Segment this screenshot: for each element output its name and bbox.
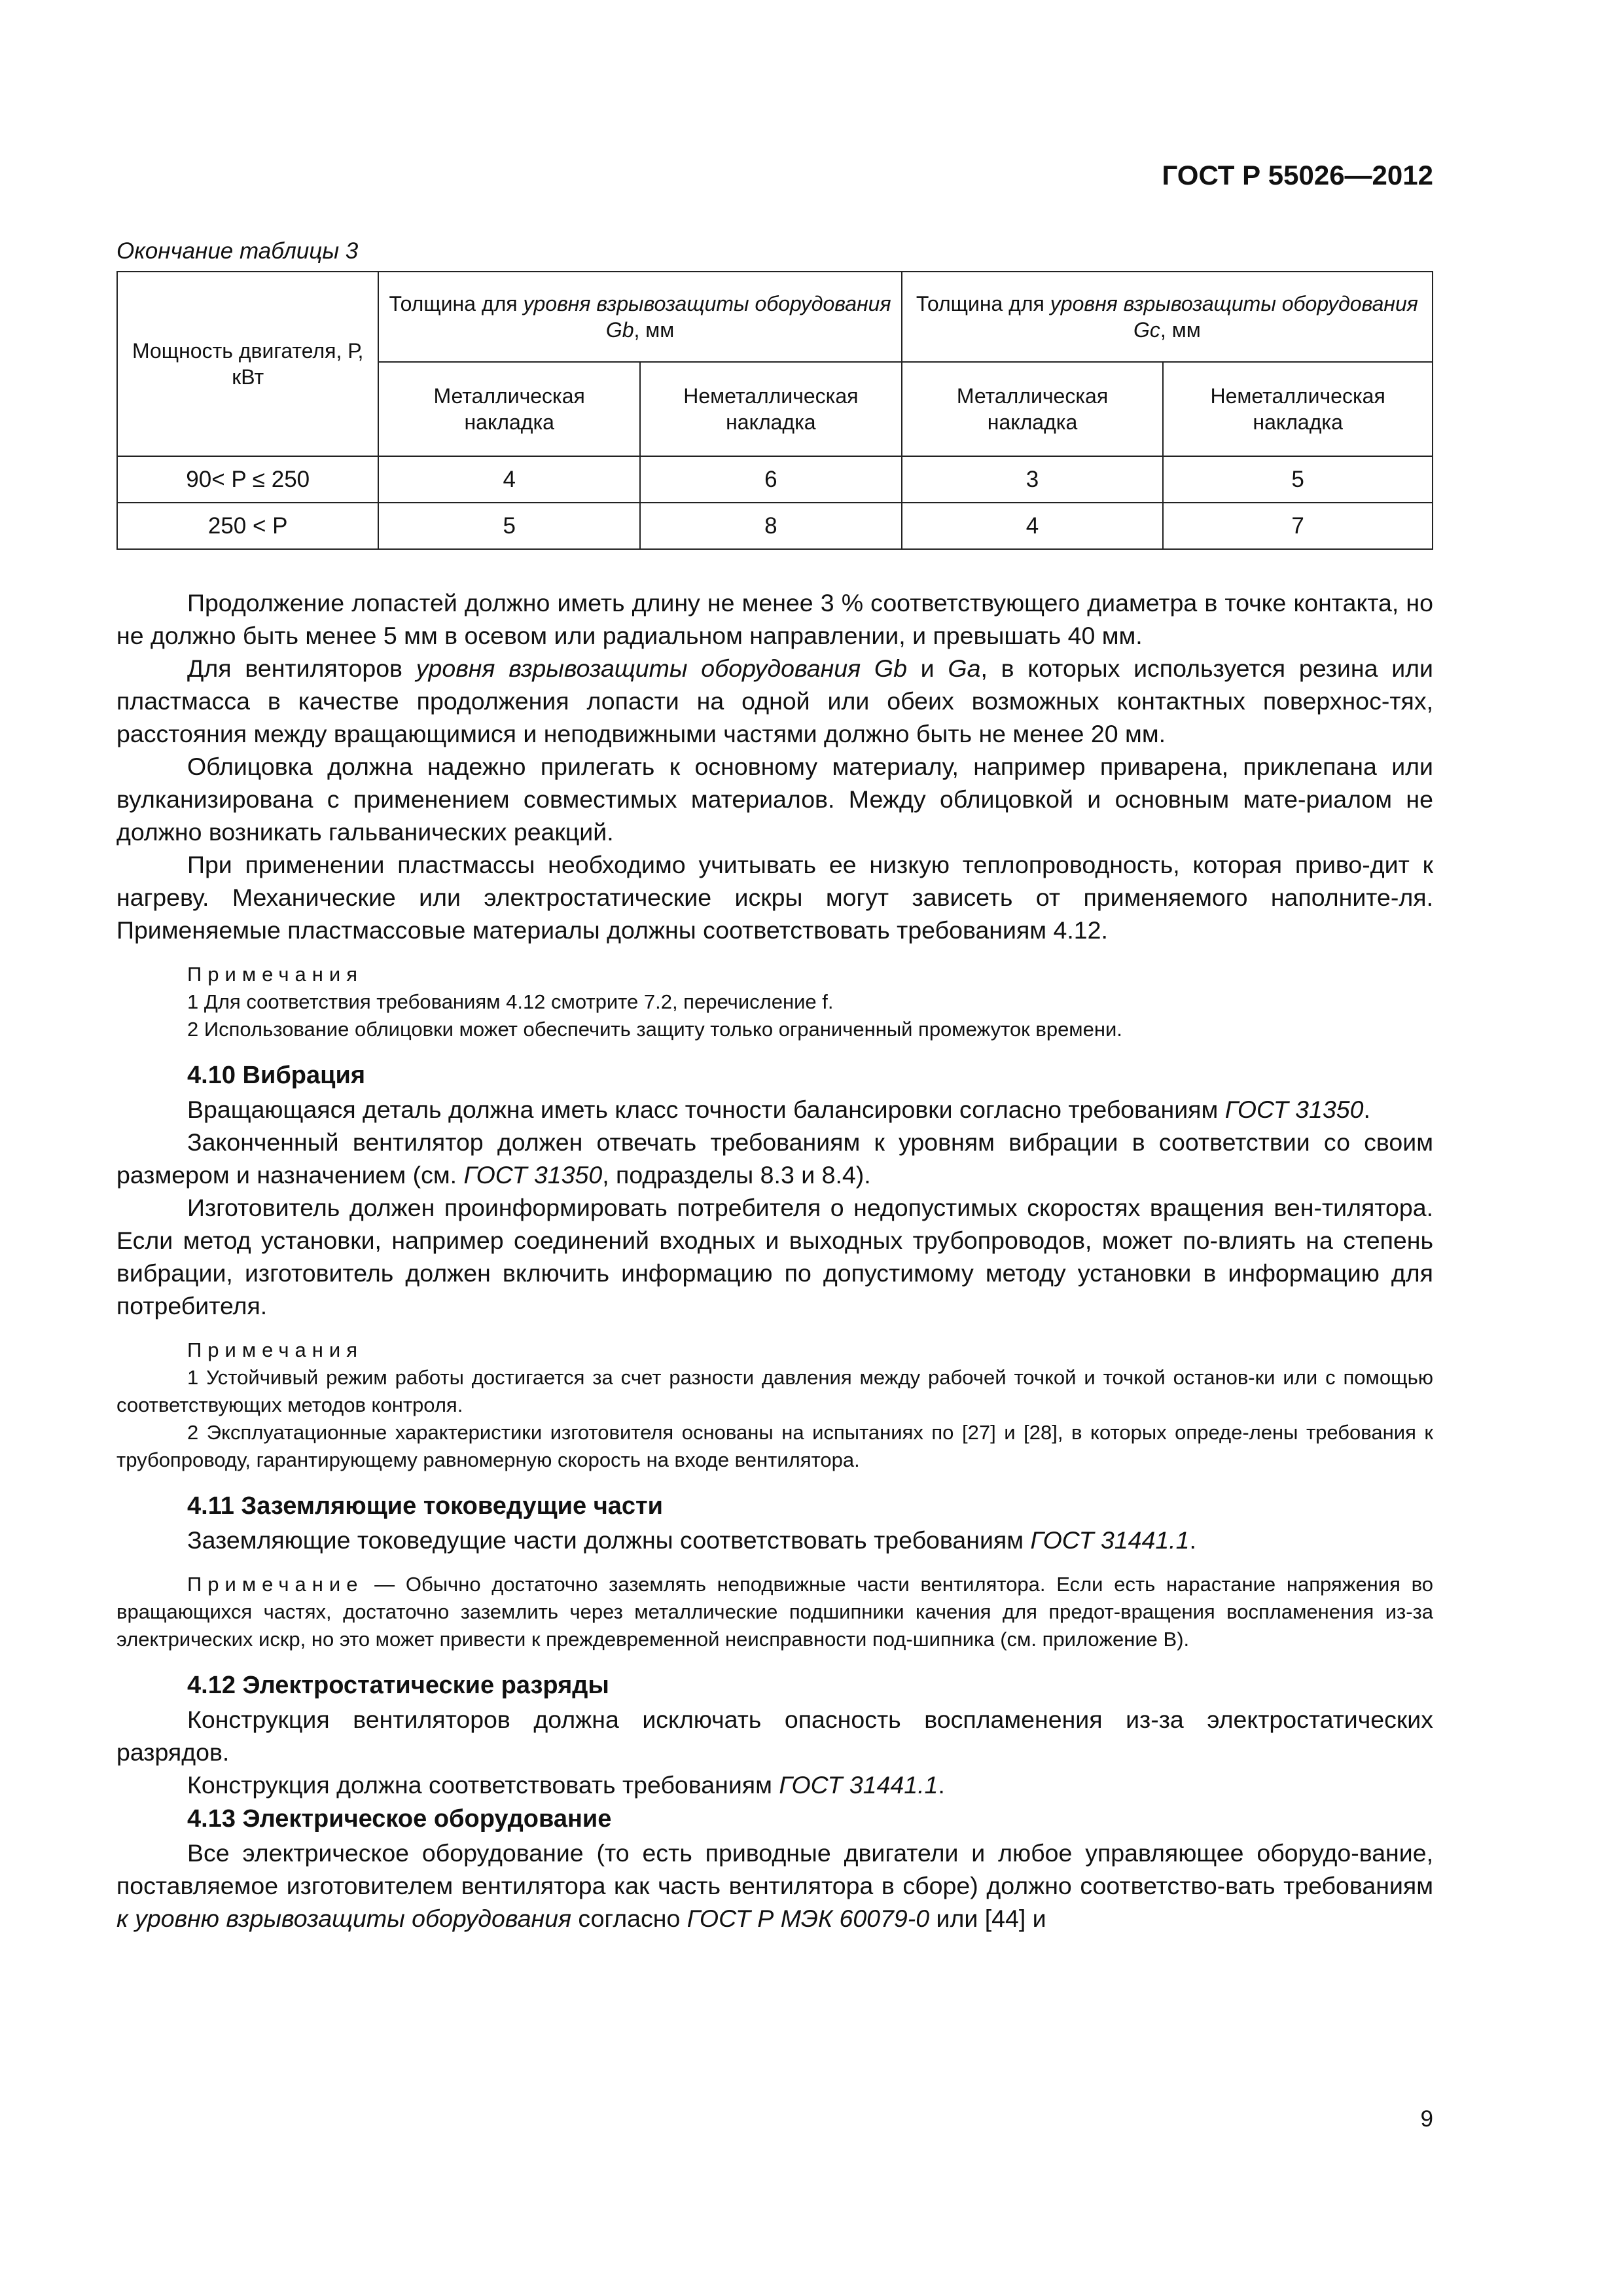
header-gb-group: Толщина для уровня взрывозащиты оборудования Gb, мм <box>378 272 901 362</box>
paragraph: Заземляющие токоведущие части должны соответствовать требованиям ГОСТ 31441.1. <box>187 1526 1196 1554</box>
paragraph: При применении пластмассы необходимо учитывать ее низкую теплопроводность, которая приво-дит к нагреву. Механические или электростатические искры могут зависеть от применяемого наполните-ля. Применяемые пластмассовые материалы должны соответствовать требованиям 4.12. <box>116 851 1433 944</box>
paragraph: Все электрическое оборудование (то есть приводные двигатели и любое управляющее оборудо-вание, поставляемое изготовителем вентилятора как часть вентилятора в сборе) должно соответство-вать требованиям к уровню взрывозащиты оборудования согласно ГОСТ Р МЭК 60079-0 или [44] и <box>116 1839 1433 1932</box>
section-title: 4.11 Заземляющие токоведущие части <box>187 1492 664 1520</box>
subheader-gb-nonmetal: Неметаллическая накладка <box>640 362 902 456</box>
subheader-gb-metal: Металлическая накладка <box>378 362 640 456</box>
note-item: 1 Для соответствия требованиям 4.12 смотрите 7.2, перечисление f. <box>187 990 834 1013</box>
subheader-gc-nonmetal: Неметаллическая накладка <box>1163 362 1433 456</box>
notes-heading: Примечания <box>187 963 363 986</box>
paragraph: Облицовка должна надежно прилегать к основному материалу, например приварена, приклепана или вулканизирована с применением совместимых материалов. Между облицовкой и основным мате-риалом не должно возникать гальванических реакций. <box>116 753 1433 846</box>
table-row <box>117 456 1433 503</box>
note-item: 1 Устойчивый режим работы достигается за счет разности давления между рабочей точкой и точкой останов-ки или с помощью соответствующих методов контроля. <box>116 1366 1433 1416</box>
thickness-table <box>116 271 1433 550</box>
section-title: 4.12 Электростатические разряды <box>187 1672 609 1699</box>
cell-gb-nonmetal: 6 <box>640 456 902 503</box>
notes-block <box>116 1336 1433 1474</box>
paragraph: Изготовитель должен проинформировать потребителя о недопустимых скоростях вращения вен-тилятора. Если метод установки, например соединений входных и выходных трубопроводов, может по-влиять на степень вибрации, изготовитель должен включить информацию по допустимому методу установки в информацию для потребителя. <box>116 1194 1433 1319</box>
cell-gb-metal: 4 <box>378 456 640 503</box>
notes-heading: Примечания <box>187 1338 363 1361</box>
document-code: ГОСТ Р 55026—2012 <box>1162 160 1433 190</box>
cell-power: 250 < P <box>117 503 378 549</box>
paragraph: Вращающаяся деталь должна иметь класс точности балансировки согласно требованиям ГОСТ 31350. <box>187 1096 1370 1123</box>
subheader-gc-metal: Металлическая накладка <box>902 362 1164 456</box>
paragraph: Конструкция должна соответствовать требованиям ГОСТ 31441.1. <box>187 1771 945 1799</box>
cell-gc-nonmetal: 5 <box>1163 456 1433 503</box>
table-header-row <box>117 272 1433 362</box>
header-gc-group: Толщина для уровня взрывозащиты оборудования Gc, мм <box>902 272 1433 362</box>
table-row <box>117 503 1433 549</box>
cell-gc-nonmetal: 7 <box>1163 503 1433 549</box>
note-item: 2 Использование облицовки может обеспечить защиту только ограниченный промежуток времени. <box>187 1018 1122 1041</box>
header-power: Мощность двигателя, Р, кВт <box>117 272 378 456</box>
note-item: Примечание — Обычно достаточно заземлять неподвижные части вентилятора. Если есть нарастание напряжения во вращающихся частях, достаточно заземлить через металлические подшипники качения для предот-вращения воспламенения из-за электрических искр, но это может привести к преждевременной неисправности под-шипника (см. приложение В). <box>116 1573 1433 1651</box>
body-text <box>116 586 1433 1935</box>
section-title: 4.10 Вибрация <box>187 1062 366 1089</box>
cell-gb-metal: 5 <box>378 503 640 549</box>
paragraph: Конструкция вентиляторов должна исключать опасность воспламенения из-за электростатических разрядов. <box>116 1706 1433 1766</box>
paragraph: Законченный вентилятор должен отвечать требованиям к уровням вибрации в соответствии со своим размером и назначением (см. ГОСТ 31350, подразделы 8.3 и 8.4). <box>116 1128 1433 1189</box>
cell-gb-nonmetal: 8 <box>640 503 902 549</box>
cell-gc-metal: 4 <box>902 503 1164 549</box>
paragraph: Для вентиляторов уровня взрывозащиты оборудования Gb и Ga, в которых используется резина или пластмасса в качестве продолжения лопасти на одной или обеих возможных контактных поверхнос-тях, расстояния между вращающимися и неподвижными частями должно быть не менее 20 мм. <box>116 655 1433 747</box>
paragraph: Продолжение лопастей должно иметь длину не менее 3 % соответствующего диаметра в точке контакта, но не должно быть менее 5 мм в осевом или радиальном направлении, и превышать 40 мм. <box>116 589 1433 649</box>
page-number: 9 <box>1420 2106 1433 2132</box>
notes-block <box>116 1571 1433 1653</box>
cell-gc-metal: 3 <box>902 456 1164 503</box>
table-caption: Окончание таблицы 3 <box>116 238 359 264</box>
cell-power: 90< P ≤ 250 <box>117 456 378 503</box>
note-item: 2 Эксплуатационные характеристики изготовителя основаны на испытаниях по [27] и [28], в которых опреде-лены требования к трубопроводу, гарантирующему равномерную скорость на входе вентилятора. <box>116 1421 1433 1471</box>
notes-block <box>116 961 1433 1043</box>
section-title: 4.13 Электрическое оборудование <box>187 1805 612 1833</box>
